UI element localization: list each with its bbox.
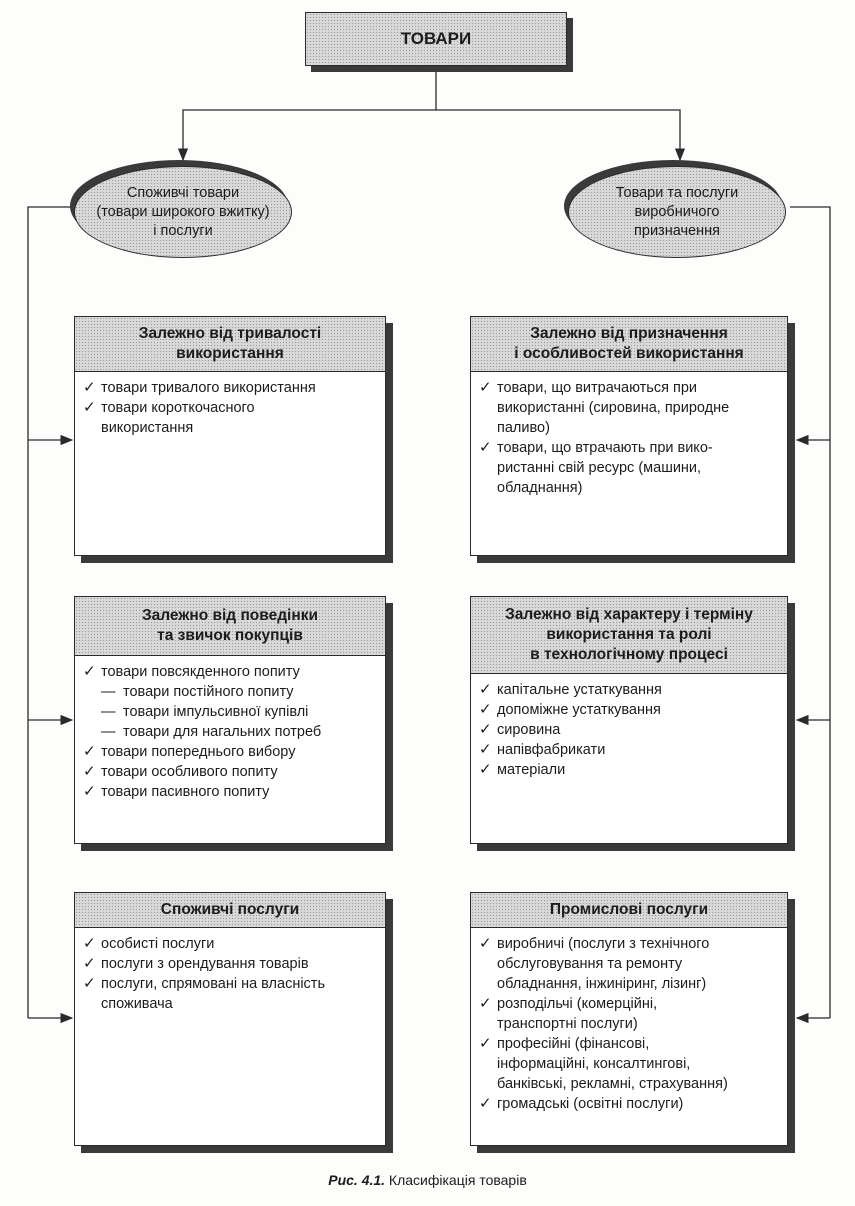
checkmark-icon: ✓ [83, 763, 96, 780]
root-label: ТОВАРИ [400, 29, 472, 48]
list-item-text: послуги, спрямовані на власність [101, 976, 325, 992]
right-spine [790, 207, 830, 1018]
list-item-text: ристанні свій ресурс (машини, [497, 460, 702, 476]
checkmark-icon: ✓ [479, 721, 492, 738]
list-item-text: виробничі (послуги з технічного [497, 936, 710, 952]
checkmark-icon: ✓ [479, 995, 492, 1012]
box-title [75, 597, 385, 656]
list-item-text: товари для нагальних потреб [123, 724, 322, 740]
list-item-text: товари пасивного попиту [101, 784, 270, 800]
list-item [479, 378, 781, 438]
list-item [479, 1034, 781, 1094]
list-item-text: паливо) [497, 420, 550, 436]
list-item [479, 680, 781, 700]
box-title-line: Залежно від характеру і терміну [505, 606, 753, 623]
list-item [479, 438, 781, 498]
list-item-text: допоміжне устаткування [497, 702, 661, 718]
checkmark-icon: ✓ [83, 975, 96, 992]
box-title-line: Залежно від тривалості [138, 325, 322, 342]
checkmark-icon: ✓ [479, 761, 492, 778]
left-spine [28, 207, 72, 1018]
list-item-text: товари, що витрачаються при [497, 380, 697, 396]
box-consumer-services [74, 892, 386, 1146]
list-item-text: інформаційні, консалтингові, [497, 1056, 691, 1072]
left-category-ellipse [74, 166, 292, 258]
box-title [471, 317, 787, 372]
list-item [479, 994, 781, 1034]
left-category-line: і послуги [153, 222, 213, 239]
checkmark-icon: ✓ [479, 701, 492, 718]
list-item-text: товари тривалого використання [101, 380, 316, 396]
list-item-text: громадські (освітні послуги) [497, 1096, 684, 1112]
list-item [83, 398, 379, 438]
box-title [471, 893, 787, 928]
checkmark-icon: ✓ [83, 399, 96, 416]
box-purpose-usage [470, 316, 788, 556]
box-title-line: Залежно від поведінки [141, 607, 319, 624]
box-items [471, 372, 787, 498]
checkmark-icon: ✓ [83, 663, 96, 680]
list-item [479, 720, 781, 740]
checkmark-icon: ✓ [479, 1095, 492, 1112]
box-items [75, 656, 385, 802]
root-node [305, 12, 567, 66]
list-item-text: використанні (сировина, природне [497, 400, 730, 416]
checkmark-icon: ✓ [83, 379, 96, 396]
list-item-text: використання [101, 420, 194, 436]
box-title-line: використання та ролі [546, 626, 712, 643]
box-title-line: Споживчі послуги [160, 901, 300, 918]
list-item [479, 934, 781, 994]
box-consumer-behavior [74, 596, 386, 844]
list-item [479, 1094, 781, 1114]
box-items [471, 674, 787, 780]
right-category-line: призначення [634, 222, 720, 239]
root-connector-right [436, 110, 680, 160]
list-item [83, 742, 379, 762]
checkmark-icon: ✓ [479, 935, 492, 952]
caption-text: Класифікація товарів [385, 1172, 527, 1188]
list-item-text: споживача [101, 996, 173, 1012]
list-item-text: банківські, рекламні, страхування) [497, 1076, 728, 1092]
box-title-line: використання [176, 345, 284, 362]
list-item-text: обладнання) [497, 480, 583, 496]
box-title [471, 597, 787, 674]
box-title-line: Промислові послуги [549, 901, 709, 918]
list-item [83, 782, 379, 802]
checkmark-icon: ✓ [479, 741, 492, 758]
box-duration [74, 316, 386, 556]
root-connector [183, 66, 436, 160]
list-item-text: розподільчі (комерційні, [497, 996, 658, 1012]
list-item-text: особисті послуги [101, 936, 215, 952]
checkmark-icon: ✓ [83, 955, 96, 972]
checkmark-icon: ✓ [479, 379, 492, 396]
list-item-text: сировина [497, 722, 561, 738]
list-item [479, 740, 781, 760]
right-category-ellipse [568, 166, 786, 258]
list-item [83, 662, 379, 682]
list-item-text: товари повсякденного попиту [101, 664, 300, 680]
list-item [83, 722, 379, 742]
list-item-text: професійні (фінансові, [497, 1036, 650, 1052]
left-category-line: (товари широкого вжитку) [96, 203, 270, 220]
dash-icon: — [101, 704, 116, 720]
box-items [75, 372, 385, 438]
box-items [471, 928, 787, 1114]
list-item-text: транспортні послуги) [497, 1016, 638, 1032]
list-item-text: послуги з орендування товарів [101, 956, 309, 972]
caption-label: Рис. 4.1. [328, 1172, 386, 1188]
box-title [75, 317, 385, 372]
figure-caption [0, 1172, 855, 1188]
box-title-line: в технологічному процесі [530, 646, 728, 663]
list-item-text: обладнання, інжиніринг, лізинг) [497, 976, 707, 992]
list-item [83, 934, 379, 954]
checkmark-icon: ✓ [479, 439, 492, 456]
list-item-text: капітальне устаткування [497, 682, 662, 698]
list-item-text: напівфабрикати [497, 742, 606, 758]
box-title [75, 893, 385, 928]
list-item [83, 682, 379, 702]
list-item [83, 378, 379, 398]
right-category-line: виробничого [634, 203, 720, 220]
list-item [83, 762, 379, 782]
box-industrial-services [470, 892, 788, 1146]
list-item-text: товари особливого попиту [101, 764, 278, 780]
checkmark-icon: ✓ [83, 935, 96, 952]
left-category-line: Споживчі товари [126, 184, 240, 201]
checkmark-icon: ✓ [83, 743, 96, 760]
list-item-text: обслуговування та ремонту [497, 956, 683, 972]
list-item-text: товари попереднього вибору [101, 744, 296, 760]
box-title-line: Залежно від призначення [530, 325, 728, 342]
list-item-text: матеріали [497, 762, 566, 778]
right-category-line: Товари та послуги [615, 184, 739, 201]
box-items [75, 928, 385, 1014]
list-item [479, 760, 781, 780]
box-title-line: та звичок покупців [157, 627, 303, 644]
dash-icon: — [101, 724, 116, 740]
list-item [83, 954, 379, 974]
box-character-term [470, 596, 788, 844]
checkmark-icon: ✓ [479, 681, 492, 698]
box-title-line: і особливостей використання [514, 345, 744, 362]
list-item-text: товари, що втрачають при вико- [497, 440, 713, 456]
checkmark-icon: ✓ [83, 783, 96, 800]
checkmark-icon: ✓ [479, 1035, 492, 1052]
list-item-text: товари постійного попиту [123, 684, 294, 700]
list-item-text: товари короткочасного [101, 400, 255, 416]
list-item [83, 974, 379, 1014]
list-item [83, 702, 379, 722]
list-item [479, 700, 781, 720]
dash-icon: — [101, 684, 116, 700]
list-item-text: товари імпульсивної купівлі [123, 704, 309, 720]
